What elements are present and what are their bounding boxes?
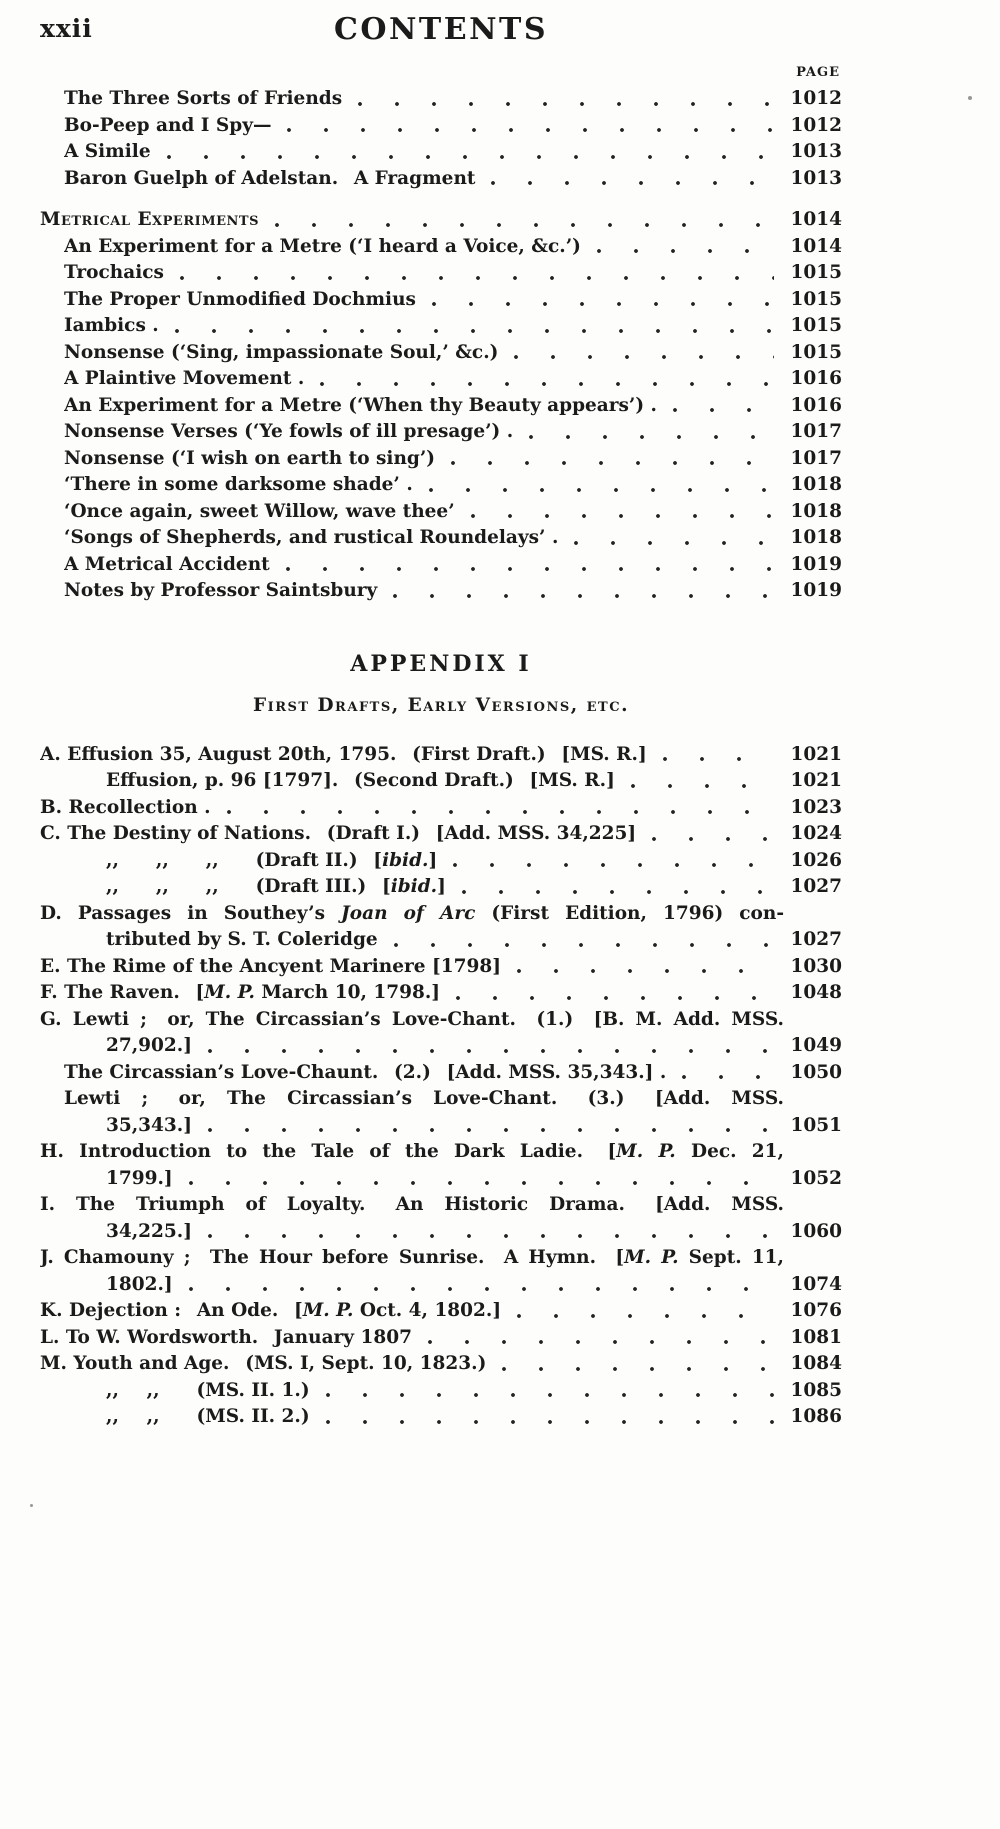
entry-title	[106, 876, 446, 897]
entry-title-segment: 35,343.]	[106, 1114, 192, 1136]
leader-dots	[286, 567, 774, 571]
entry-title	[40, 1009, 784, 1036]
appendix-list	[40, 744, 842, 1433]
entry-page-number: 1027	[790, 876, 842, 897]
toc-row	[40, 1194, 842, 1221]
toc-row	[106, 1380, 842, 1407]
entry-title-segment: ]	[437, 876, 446, 897]
folio-number: xxii	[40, 14, 93, 43]
entry-page-number: 1014	[790, 235, 842, 257]
entry-page-number: 1013	[790, 141, 842, 162]
entry-title-segment: ,, ,, ,, (Draft III.) [	[106, 876, 391, 897]
entry-title	[64, 368, 304, 389]
entry-page-number: 1015	[790, 315, 842, 336]
toc-row	[64, 1062, 842, 1089]
entry-title-segment: (First Edition, 1796) con-	[475, 902, 784, 924]
entry-title-segment: ,, ,, (MS. II. 1.)	[106, 1379, 310, 1401]
entry-title	[106, 1380, 310, 1401]
toc-row	[40, 1247, 842, 1274]
toc-row	[106, 1274, 842, 1301]
entry-title	[64, 262, 164, 283]
entry-title-segment: 1802.]	[106, 1273, 173, 1295]
entry-title-segment: Nonsense (‘I wish on earth to sing’)	[64, 447, 436, 469]
toc-row	[64, 501, 842, 528]
leader-dots	[326, 1420, 774, 1424]
entry-title-segment: Bo-Peep and I Spy—	[64, 114, 272, 136]
page-title: CONTENTS	[333, 12, 549, 47]
entry-page-number: 1017	[790, 421, 842, 442]
toc-row	[64, 368, 842, 395]
toc-row	[40, 1141, 842, 1168]
entry-page-number: 1013	[790, 167, 842, 189]
entry-title	[40, 1353, 486, 1374]
leader-dots	[682, 1075, 774, 1079]
entry-title-segment: ‘Songs of Shepherds, and rustical Roundelays’ .	[64, 527, 559, 548]
entry-title	[64, 474, 413, 495]
scan-speck	[968, 96, 972, 100]
entry-page-number: 1015	[790, 288, 842, 310]
entry-title-segment: ‘Once again, sweet Willow, wave thee’	[64, 500, 455, 522]
entry-title	[64, 141, 151, 162]
entry-title	[64, 315, 159, 336]
toc-row	[40, 903, 842, 930]
toc-row	[106, 929, 842, 956]
leader-dots	[462, 890, 774, 894]
leader-dots	[167, 155, 774, 159]
entry-title	[40, 982, 440, 1003]
toc-row	[40, 1009, 842, 1036]
scan-speck	[30, 1504, 33, 1507]
toc-row	[106, 850, 842, 877]
entry-title	[106, 1274, 173, 1295]
entry-page-number: 1074	[790, 1273, 842, 1295]
entry-title	[40, 744, 647, 765]
entry-title-italic-segment: M. P.	[302, 1300, 354, 1321]
entry-title-segment: A Plaintive Movement .	[64, 368, 305, 389]
entry-title	[64, 554, 270, 575]
entry-title	[40, 823, 636, 844]
entry-title	[40, 797, 211, 818]
entry-page-number: 1015	[790, 262, 842, 283]
leader-dots	[393, 594, 774, 598]
entry-page-number: 1051	[790, 1114, 842, 1136]
toc-group	[40, 88, 842, 194]
entry-page-number: 1014	[790, 209, 842, 230]
leader-dots	[517, 969, 774, 973]
toc-row	[40, 1300, 842, 1327]
entry-page-number: 1018	[790, 474, 842, 495]
toc-row	[64, 474, 842, 501]
toc-row	[64, 236, 842, 263]
entry-title-segment: J. Chamouny ; The Hour before Sunrise. A Hymn. [	[40, 1247, 625, 1268]
entry-title-segment: Notes by Professor Saintsbury	[64, 580, 378, 601]
entry-title	[64, 115, 271, 136]
entry-page-number: 1019	[790, 553, 842, 575]
entry-page-number: 1030	[790, 955, 842, 977]
leader-dots	[429, 488, 774, 492]
leader-dots	[453, 863, 774, 867]
toc-row	[40, 209, 842, 236]
leader-dots	[189, 1181, 774, 1185]
entry-title	[106, 1168, 173, 1189]
entry-title-segment: 1799.]	[106, 1167, 173, 1189]
entry-title	[40, 1194, 784, 1221]
toc-row	[40, 823, 842, 850]
leader-dots	[673, 408, 774, 412]
appendix-subheading: First Drafts, Early Versions, etc.	[252, 694, 630, 716]
entry-title	[40, 209, 259, 230]
entry-title	[64, 342, 498, 363]
entry-title-italic-segment: M. P.	[204, 982, 255, 1003]
entry-title	[106, 770, 615, 791]
leader-dots	[227, 810, 774, 814]
leader-dots	[597, 249, 774, 253]
entry-page-number: 1021	[790, 770, 842, 791]
entry-page-number: 1086	[790, 1406, 842, 1427]
leader-dots	[358, 102, 774, 106]
entry-title-segment: K. Dejection : An Ode. [	[40, 1300, 303, 1321]
toc-row	[40, 982, 842, 1009]
toc-row	[106, 1406, 842, 1433]
leader-dots	[326, 1393, 774, 1397]
entry-page-number: 1081	[790, 1326, 842, 1348]
leader-dots	[175, 329, 774, 333]
entry-title-segment: March 10, 1798.]	[254, 982, 441, 1003]
leader-dots	[631, 784, 774, 788]
entry-title	[64, 501, 455, 522]
leader-dots	[471, 514, 774, 518]
entry-title	[106, 1221, 192, 1242]
entry-title-segment: G. Lewti ; or, The Circassian’s Love-Chant. (1.) [B. M. Add. MSS.	[40, 1008, 784, 1030]
entry-page-number: 1019	[790, 580, 842, 601]
entry-title-segment: A Metrical Accident	[64, 553, 270, 575]
entry-title-segment: D. Passages in Southey’s	[40, 902, 342, 924]
leader-dots	[451, 461, 774, 465]
appendix-heading: APPENDIX I	[350, 650, 532, 677]
leader-dots	[652, 837, 774, 841]
toc-row	[40, 1353, 842, 1380]
leader-dots	[514, 355, 774, 359]
entry-page-number: 1012	[790, 88, 842, 109]
entry-title	[64, 527, 558, 548]
toc-row	[40, 797, 842, 824]
leader-dots	[456, 996, 774, 1000]
entry-title-segment: Effusion, p. 96 [1797]. (Second Draft.) [MS. R.]	[106, 770, 615, 791]
entry-title	[64, 289, 416, 310]
toc-row	[64, 342, 842, 369]
entry-page-number: 1048	[790, 982, 842, 1003]
entry-title-segment: ‘There in some darksome shade’ .	[64, 474, 413, 495]
entry-title	[40, 1141, 784, 1168]
toc-row	[64, 395, 842, 422]
toc-row	[64, 168, 842, 195]
page-header	[40, 10, 842, 47]
entry-title-segment: M. Youth and Age. (MS. I, Sept. 10, 1823.)	[40, 1353, 487, 1374]
entry-title	[64, 1062, 666, 1083]
entry-title-segment: Trochaics	[64, 262, 164, 283]
leader-dots	[275, 223, 774, 227]
toc-row	[64, 1088, 842, 1115]
leader-dots	[491, 181, 774, 185]
entry-title-segment: ]	[428, 849, 438, 871]
toc-row	[106, 770, 842, 797]
entry-title	[64, 236, 581, 257]
entry-title-segment: The Circassian’s Love-Chaunt. (2.) [Add. MSS. 35,343.] .	[64, 1061, 667, 1083]
toc-row	[106, 1035, 842, 1062]
entry-title-segment: L. To W. Wordsworth. January 1807	[40, 1326, 412, 1348]
entry-title-segment: tributed by S. T. Coleridge	[106, 929, 378, 950]
entry-page-number: 1027	[790, 929, 842, 950]
toc-row	[64, 88, 842, 115]
entry-title-segment: Metrical Experiments	[40, 209, 259, 230]
toc-row	[40, 744, 842, 771]
entry-title-segment: An Experiment for a Metre (‘When thy Beauty appears’) .	[64, 394, 658, 416]
entry-title-segment: A. Effusion 35, August 20th, 1795. (First Draft.) [MS. R.]	[40, 743, 647, 765]
toc-row	[40, 1327, 842, 1354]
entry-title	[64, 168, 475, 189]
entry-title-italic-segment: ibid.	[390, 876, 438, 897]
entry-title-segment: Sept. 11,	[678, 1247, 784, 1268]
toc-row	[106, 1221, 842, 1248]
toc-row	[64, 421, 842, 448]
entry-page-number: 1024	[790, 823, 842, 844]
leader-dots	[320, 382, 774, 386]
entry-page-number: 1018	[790, 527, 842, 548]
entry-title-segment: I. The Triumph of Loyalty. An Historic Drama. [Add. MSS.	[40, 1194, 784, 1215]
toc-row	[64, 448, 842, 475]
leader-dots	[663, 757, 774, 761]
entry-page-number: 1026	[790, 849, 842, 871]
entry-title	[40, 1247, 784, 1274]
leader-dots	[529, 435, 774, 439]
toc-list	[40, 88, 842, 607]
entry-title-segment: Iambics .	[64, 315, 159, 336]
entry-title-segment: F. The Raven. [	[40, 982, 205, 1003]
entry-title	[106, 1115, 192, 1136]
entry-title-segment: The Three Sorts of Friends	[64, 88, 343, 109]
leader-dots	[208, 1049, 774, 1053]
leader-dots	[189, 1287, 774, 1291]
entry-title	[106, 1035, 192, 1056]
leader-dots	[180, 276, 774, 280]
leader-dots	[208, 1234, 774, 1238]
entry-page-number: 1015	[790, 341, 842, 363]
toc-row	[64, 262, 842, 289]
entry-page-number: 1018	[790, 500, 842, 522]
toc-group	[40, 209, 842, 607]
entry-title	[64, 1088, 784, 1115]
entry-title-segment: An Experiment for a Metre (‘I heard a Voice, &c.’)	[64, 235, 581, 257]
entry-title-segment: Oct. 4, 1802.]	[353, 1300, 502, 1321]
entry-title	[64, 421, 513, 442]
entry-title-segment: The Proper Unmodified Dochmius	[64, 288, 416, 310]
leader-dots	[432, 302, 774, 306]
toc-row	[64, 580, 842, 607]
toc-row	[64, 315, 842, 342]
toc-row	[106, 1168, 842, 1195]
entry-title-segment: Nonsense Verses (‘Ye fowls of ill presage’) .	[64, 421, 514, 442]
entry-title	[40, 903, 784, 930]
entry-page-number: 1050	[790, 1061, 842, 1083]
entry-page-number: 1076	[790, 1300, 842, 1321]
entry-title	[64, 395, 657, 416]
leader-dots	[208, 1128, 774, 1132]
toc-row	[106, 876, 842, 903]
column-label-page: PAGE	[796, 65, 840, 80]
entry-title	[64, 580, 377, 601]
entry-title	[40, 956, 501, 977]
entry-title-italic-segment: Joan of Arc	[341, 902, 476, 924]
leader-dots	[428, 1340, 774, 1344]
entry-title-segment: ,, ,, (MS. II. 2.)	[106, 1406, 310, 1427]
entry-title-segment: E. The Rime of the Ancyent Marinere [1798]	[40, 955, 501, 977]
entry-title-italic-segment: M. P.	[616, 1141, 676, 1162]
entry-page-number: 1021	[790, 743, 842, 765]
entry-title	[106, 929, 378, 950]
entry-page-number: 1085	[790, 1379, 842, 1401]
entry-page-number: 1023	[790, 796, 842, 818]
entry-title-segment: 27,902.]	[106, 1035, 192, 1056]
entry-title	[64, 88, 342, 109]
entry-title	[106, 1406, 310, 1427]
toc-row	[64, 289, 842, 316]
entry-page-number: 1017	[790, 447, 842, 469]
entry-page-number: 1016	[790, 368, 842, 389]
entry-title-segment: C. The Destiny of Nations. (Draft I.) [Add. MSS. 34,225]	[40, 823, 637, 844]
entry-title-segment: 34,225.]	[106, 1220, 192, 1242]
entry-title	[40, 1300, 501, 1321]
entry-title-segment: Lewti ; or, The Circassian’s Love-Chant. (3.) [Add. MSS.	[64, 1088, 784, 1109]
entry-title-segment: H. Introduction to the Tale of the Dark Ladie. [	[40, 1141, 617, 1162]
toc-row	[64, 141, 842, 168]
entry-title	[40, 1327, 412, 1348]
toc-row	[106, 1115, 842, 1142]
toc-row	[64, 527, 842, 554]
entry-title-segment: B. Recollection .	[40, 796, 211, 818]
entry-title-italic-segment: M. P.	[624, 1247, 679, 1268]
leader-dots	[517, 1314, 774, 1318]
entry-title-segment: ,, ,, ,, (Draft II.) [	[106, 849, 383, 871]
entry-page-number: 1012	[790, 114, 842, 136]
entry-title-segment: Baron Guelph of Adelstan. A Fragment	[64, 167, 476, 189]
leader-dots	[287, 128, 774, 132]
entry-title-segment: Dec. 21,	[675, 1141, 784, 1162]
leader-dots	[574, 541, 774, 545]
toc-row	[40, 956, 842, 983]
entry-page-number: 1084	[790, 1353, 842, 1374]
entry-page-number: 1060	[790, 1220, 842, 1242]
leader-dots	[394, 943, 774, 947]
toc-row	[64, 115, 842, 142]
entry-page-number: 1052	[790, 1167, 842, 1189]
entry-page-number: 1016	[790, 394, 842, 416]
entry-title-segment: Nonsense (‘Sing, impassionate Soul,’ &c.)	[64, 341, 499, 363]
entry-title	[106, 850, 437, 871]
toc-row	[64, 554, 842, 581]
entry-title-italic-segment: ibid.	[382, 849, 429, 871]
entry-title	[64, 448, 435, 469]
entry-page-number: 1049	[790, 1035, 842, 1056]
entry-title-segment: A Simile	[64, 141, 151, 162]
leader-dots	[502, 1367, 774, 1371]
